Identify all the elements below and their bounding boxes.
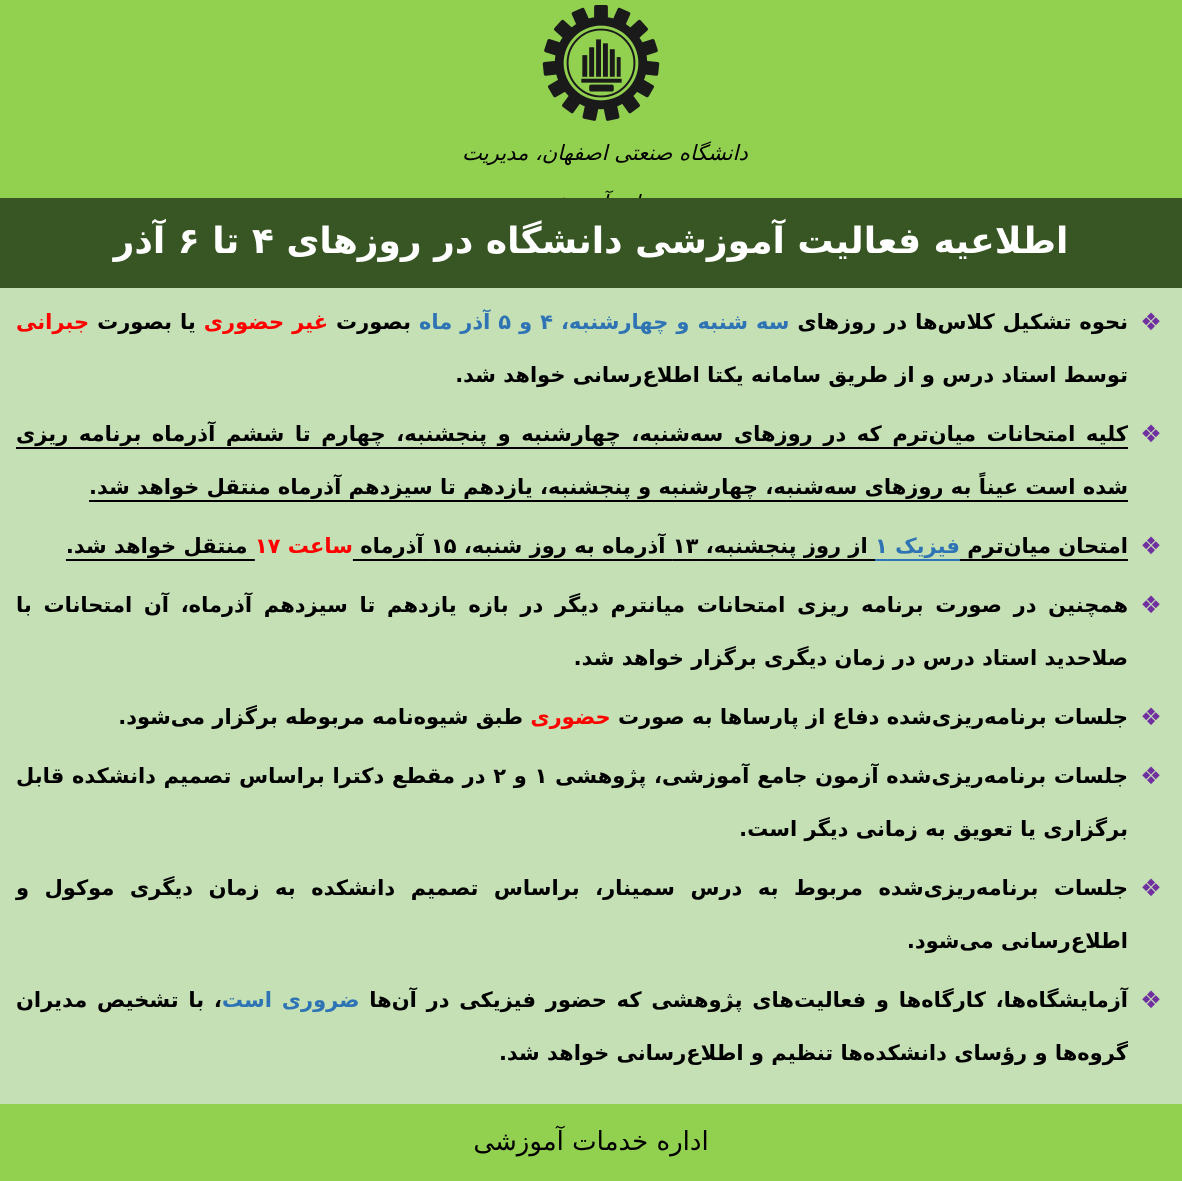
- list-item-comprehensive-exam: ❖ جلسات برنامه‌ریزی‌شده آزمون جامع آموزشی، پژوهشی ۱ و ۲ در مقطع دکترا براساس تصمیم دانشکده قابل برگزاری یا تعویق به زمانی دیگر است.: [0, 750, 1182, 856]
- list-item-seminar: ❖ جلسات برنامه‌ریزی‌شده مربوط به درس سمینار، براساس تصمیم دانشکده به زمان دیگری موکول و اطلاع‌رسانی می‌شود.: [0, 862, 1182, 968]
- footer-band: [0, 1104, 1182, 1181]
- diamond-bullet-icon: ❖: [1140, 308, 1162, 336]
- header-band: [0, 0, 1182, 198]
- diamond-bullet-icon: ❖: [1140, 986, 1162, 1014]
- list-item-labs: ❖ آزمایشگاه‌ها، کارگاه‌ها و فعالیت‌های پژوهشی که حضور فیزیکی در آن‌ها ضروری است، با تشخیص مدیران گروه‌ها و رؤسای دانشکده‌ها تنظیم و اطلاع‌رسانی خواهد شد.: [0, 974, 1182, 1080]
- highlight-online: غیر حضوری: [203, 310, 329, 334]
- highlight-necessary: ضروری است: [221, 988, 360, 1012]
- diamond-bullet-icon: ❖: [1140, 874, 1162, 902]
- highlight-time: ساعت ۱۷: [254, 534, 353, 558]
- highlight-physics: فیزیک ۱: [875, 534, 960, 558]
- highlight-in-person: حضوری: [530, 705, 611, 729]
- highlight-makeup: جبرانی: [16, 310, 90, 334]
- title-banner: [0, 198, 1182, 288]
- announcement-list: [0, 296, 1182, 1104]
- page-title: اطلاعیه فعالیت آموزشی دانشگاه در روزهای ۴ تا ۶ آذر: [113, 221, 1069, 262]
- institution-signature: دانشگاه صنعتی اصفهان، مدیریت: [462, 141, 748, 165]
- list-item-physics-exam: ❖ امتحان میان‌ترم فیزیک ۱ از روز پنجشنبه، ۱۳ آذرماه به روز شنبه، ۱۵ آذرماه ساعت ۱۷ منتقل خواهد شد.: [0, 520, 1182, 573]
- highlight-days: سه شنبه و چهارشنبه، ۴ و ۵ آذر ماه: [418, 310, 790, 334]
- diamond-bullet-icon: ❖: [1140, 532, 1162, 560]
- list-item-other-midterms: ❖ همچنین در صورت برنامه ریزی امتحانات میانترم دیگر در بازه یازدهم تا سیزدهم آذرماه، آن امتحانات با صلاحدید استاد درس در زمان دیگری برگزار خواهد شد.: [0, 579, 1182, 685]
- list-item-midterm-transfer: ❖ کلیه امتحانات میان‌ترم که در روزهای سه‌شنبه، چهارشنبه و پنجشنبه، چهارم تا ششم آذرماه برنامه ریزی شده است عیناً به روزهای سه‌شنبه، چهارشنبه و پنجشنبه، یازدهم تا سیزدهم آذرماه منتقل خواهد شد.: [0, 408, 1182, 514]
- diamond-bullet-icon: ❖: [1140, 703, 1162, 731]
- diamond-bullet-icon: ❖: [1140, 420, 1162, 448]
- list-item-class-format: ❖ نحوه تشکیل کلاس‌ها در روزهای سه شنبه و چهارشنبه، ۴ و ۵ آذر ماه بصورت غیر حضوری یا بصورت جبرانی توسط استاد درس و از طریق سامانه یکتا اطلاع‌رسانی خواهد شد.: [0, 296, 1182, 402]
- diamond-bullet-icon: ❖: [1140, 762, 1162, 790]
- diamond-bullet-icon: ❖: [1140, 591, 1162, 619]
- footer-office-name: اداره خدمات آموزشی: [473, 1127, 709, 1157]
- list-item-thesis-defense: ❖ جلسات برنامه‌ریزی‌شده دفاع از پارساها به صورت حضوری طبق شیوه‌نامه مربوطه برگزار می‌شود.: [0, 691, 1182, 744]
- university-gear-seal-icon: [542, 4, 660, 122]
